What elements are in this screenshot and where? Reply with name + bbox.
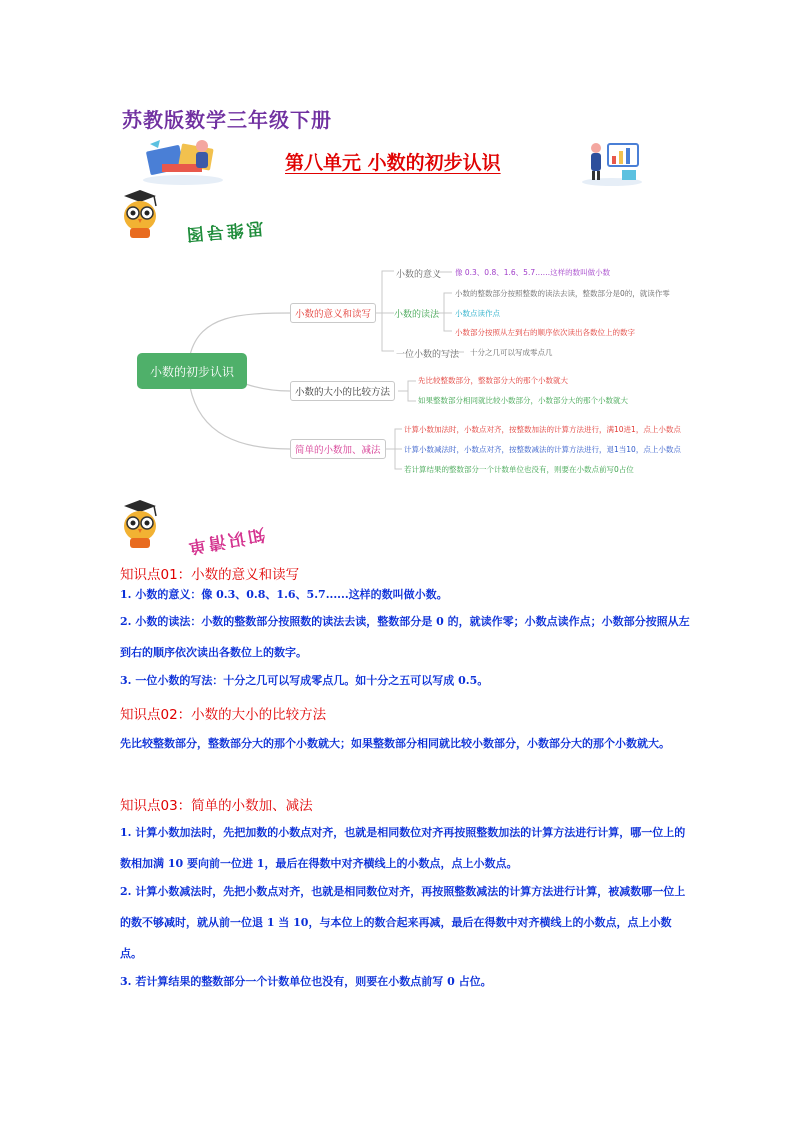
kp01-para-2: 2. 小数的读法：小数的整数部分按照数的读法去读，整数部分是 0 的，就读作零；小数点读作点；小数部分按照从左到右的顺序依次读出各数位上的数字。 xyxy=(120,615,690,659)
knowledge-banner: 知识清单 xyxy=(184,523,267,558)
unit-title: 第八单元 小数的初步认识 xyxy=(285,152,501,174)
mindmap-leaf-meaning: 像 0.3、0.8、1.6、5.7……这样的数叫做小数 xyxy=(455,268,611,277)
mindmap-leaf-addition: 计算小数加法时，小数点对齐，按整数加法的计算方法进行，满10进1，点上小数点 xyxy=(404,425,681,434)
study-illustration-left xyxy=(140,136,226,186)
mindmap-leaf-writing: 十分之几可以写成零点几 xyxy=(470,348,553,357)
mindmap-root: 小数的初步认识 xyxy=(137,353,247,389)
mindmap-leaf-compare-2: 如果整数部分相同就比较小数部分，小数部分大的那个小数就大 xyxy=(418,396,628,405)
mindmap-node-writing: 一位小数的写法 xyxy=(396,350,460,360)
mindmap-node-meaning: 小数的意义 xyxy=(396,270,442,280)
owl-mascot-icon-2 xyxy=(118,498,162,550)
kp03-para-1: 1. 计算小数加法时，先把加数的小数点对齐，也就是相同数位对齐再按照整数加法的计算方法进行计算，哪一位上的数相加满 10 要向前一位进 1，最后在得数中对齐横线上的小数点，点上小数点。 xyxy=(120,826,686,870)
mindmap-branch-add-subtract: 简单的小数加、减法 xyxy=(290,439,386,459)
document-title: 苏教版数学三年级下册 xyxy=(122,108,332,132)
mindmap-leaf-reading-1: 小数的整数部分按照整数的读法去读，整数部分是0的，就读作零 xyxy=(455,289,670,298)
mindmap-leaf-reading-3: 小数部分按照从左到右的顺序依次读出各数位上的数字 xyxy=(455,328,635,337)
mindmap-branch-meaning: 小数的意义和读写 xyxy=(290,303,376,323)
study-illustration-right xyxy=(580,138,644,186)
mindmap-leaf-subtraction: 计算小数减法时，小数点对齐，按整数减法的计算方法进行，退1当10，点上小数点 xyxy=(404,445,681,454)
kp03-title: 知识点03：简单的小数加、减法 xyxy=(120,798,313,814)
mindmap-leaf-compare-1: 先比较整数部分，整数部分大的那个小数就大 xyxy=(418,376,568,385)
kp02-para-1: 先比较整数部分，整数部分大的那个小数就大；如果整数部分相同就比较小数部分，小数部分大的那个小数就大。 xyxy=(120,737,670,750)
owl-mascot-icon xyxy=(118,188,162,240)
kp01-para-3: 3. 一位小数的写法：十分之几可以写成零点几。如十分之五可以写成 0.5。 xyxy=(120,674,489,687)
mindmap-banner: 思维导图 xyxy=(182,217,265,245)
mindmap-node-reading: 小数的读法 xyxy=(394,310,440,320)
kp01-para-1: 1. 小数的意义：像 0.3、0.8、1.6、5.7......这样的数叫做小数。 xyxy=(120,588,448,601)
mindmap-leaf-reading-2: 小数点读作点 xyxy=(455,309,500,318)
kp03-para-3: 3. 若计算结果的整数部分一个计数单位也没有，则要在小数点前写 0 占位。 xyxy=(120,975,492,988)
kp01-title: 知识点01：小数的意义和读写 xyxy=(120,567,300,583)
kp02-title: 知识点02：小数的大小的比较方法 xyxy=(120,707,327,723)
mindmap-leaf-zero-placeholder: 若计算结果的整数部分一个计数单位也没有，则要在小数点前写0占位 xyxy=(404,465,634,474)
kp03-para-2: 2. 计算小数减法时，先把小数点对齐，也就是相同数位对齐，再按照整数减法的计算方法进行计算，被减数哪一位上的数不够减时，就从前一位退 1 当 10，与本位上的数合起来再减，最后在得数中对齐横线上的小数点，点上小数点。 xyxy=(120,885,686,960)
mindmap-branch-compare: 小数的大小的比较方法 xyxy=(290,381,395,401)
